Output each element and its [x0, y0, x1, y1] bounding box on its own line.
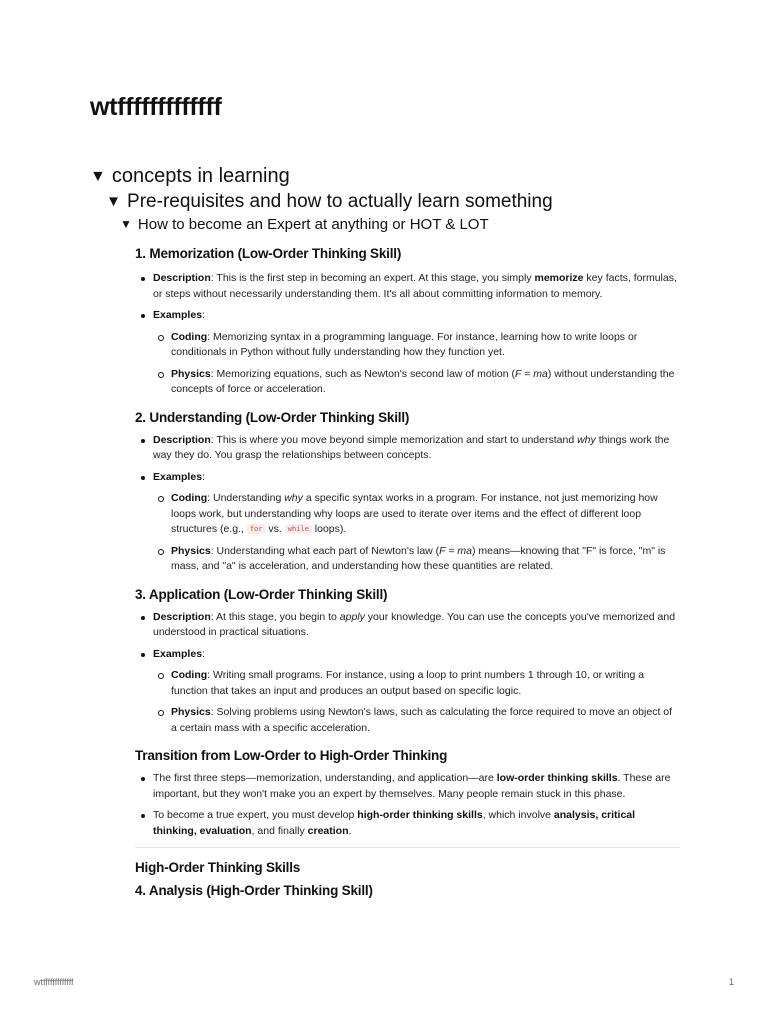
list-item-coding: Coding: Writing small programs. For instance, using a loop to print numbers 1 through 10, or writing a function that takes an input and produces an output based on specific logic.	[153, 668, 680, 699]
bullet-list	[135, 610, 680, 737]
toggle-label: How to become an Expert at anything or HOT & LOT	[137, 216, 489, 233]
list-item-coding: Coding: Memorizing syntax in a programming language. For instance, learning how to write loops or conditionals in Python without fully understanding how they function yet.	[153, 330, 680, 361]
page-title: wtfffffffffffff	[90, 93, 222, 121]
list-item-description: Description: This is where you move beyond simple memorization and start to understand why things work the way they do. You grasp the relationships between concepts.	[135, 433, 680, 464]
toggle-content	[135, 246, 680, 898]
list-item-transition-2: To become a true expert, you must develop high-order thinking skills, which involve analysis, critical thinking, evaluation, and finally creation.	[135, 808, 680, 839]
list-item-description: Description: This is the first step in becoming an expert. At this stage, you simply memorize key facts, formulas, or steps without necessarily understanding them. It's all about committing information to memory.	[135, 271, 680, 302]
section-heading-application: 3. Application (Low-Order Thinking Skill)	[135, 586, 388, 602]
section-heading-transition: Transition from Low-Order to High-Order Thinking	[135, 748, 448, 763]
section-heading-memorization: 1. Memorization (Low-Order Thinking Skill)	[135, 246, 402, 261]
toggle-triangle-icon[interactable]: ▼	[120, 217, 132, 231]
list-item-coding: Coding: Understanding why a specific syntax works in a program. For instance, not just memorizing how loops work, but understanding why loops are used to iterate over items and the effect of different loop structures (e.g., for vs. while loops).	[153, 491, 680, 538]
sub-list	[153, 330, 680, 398]
list-item-examples: Examples: Coding: Memorizing syntax in a programming language. For instance, learning how to write loops or conditionals in Python without fully understanding how they function yet. Physics: Memorizing equations, such as Newton's second law of motion (F = ma) without understanding the concepts of force or acceleration.	[135, 308, 680, 398]
sub-list	[153, 491, 680, 575]
bullet-list	[135, 771, 680, 839]
list-item-physics: Physics: Understanding what each part of Newton's law (F = ma) means—knowing that "F" is force, "m" is mass, and "a" is acceleration, and understanding how these quantities are related.	[153, 544, 680, 575]
bullet-list	[135, 271, 680, 398]
toggle-label: Pre-requisites and how to actually learn something	[127, 191, 553, 212]
inline-code-for: for	[247, 524, 266, 534]
section-heading-analysis: 4. Analysis (High-Order Thinking Skill)	[135, 883, 373, 898]
toggle-label: concepts in learning	[111, 165, 290, 187]
footer-doc-title: wtfffffffffffff	[34, 977, 74, 987]
inline-code-while: while	[285, 524, 312, 534]
list-item-physics: Physics: Memorizing equations, such as Newton's second law of motion (F = ma) without understanding the concepts of force or acceleration.	[153, 367, 680, 398]
list-item-examples: Examples: Coding: Writing small programs. For instance, using a loop to print numbers 1 through 10, or writing a function that takes an input and produces an output based on specific logic. Physics: Solving problems using Newton's laws, such as calculating the force required to move an object of a certain mass with a specific acceleration.	[135, 647, 680, 737]
section-heading-understanding: 2. Understanding (Low-Order Thinking Skill)	[135, 409, 410, 425]
bullet-list	[135, 433, 680, 575]
list-item-physics: Physics: Solving problems using Newton's laws, such as calculating the force required to move an object of a certain mass with a specific acceleration.	[153, 705, 680, 736]
list-item-transition-1: The first three steps—memorization, understanding, and application—are low-order thinking skills. These are important, but they won't make you an expert by themselves. Many people remain stuck in this phase.	[135, 771, 680, 802]
toggle-concepts-in-learning[interactable]	[90, 165, 290, 188]
toggle-triangle-icon[interactable]: ▼	[90, 168, 106, 185]
list-item-description: Description: At this stage, you begin to apply your knowledge. You can use the concepts you've memorized and understood in practical situations.	[135, 610, 680, 641]
toggle-triangle-icon[interactable]: ▼	[106, 193, 122, 210]
list-item-examples: Examples: Coding: Understanding why a specific syntax works in a program. For instance, not just memorizing how loops work, but understanding why loops are used to iterate over items and the effect of different loop structures (e.g., for vs. while loops). Physics: Understanding what each part of Newton's law (F = ma) means—knowing that "F" is force, "m" is mass, and "a" is acceleration, and understanding how these quantities are related.	[135, 470, 680, 575]
toggle-prerequisites[interactable]	[106, 191, 553, 213]
sub-list	[153, 668, 680, 736]
section-heading-hot: High-Order Thinking Skills	[135, 860, 301, 875]
footer-page-number: 1	[728, 977, 734, 987]
divider	[135, 847, 680, 848]
toggle-become-expert[interactable]	[120, 216, 489, 233]
